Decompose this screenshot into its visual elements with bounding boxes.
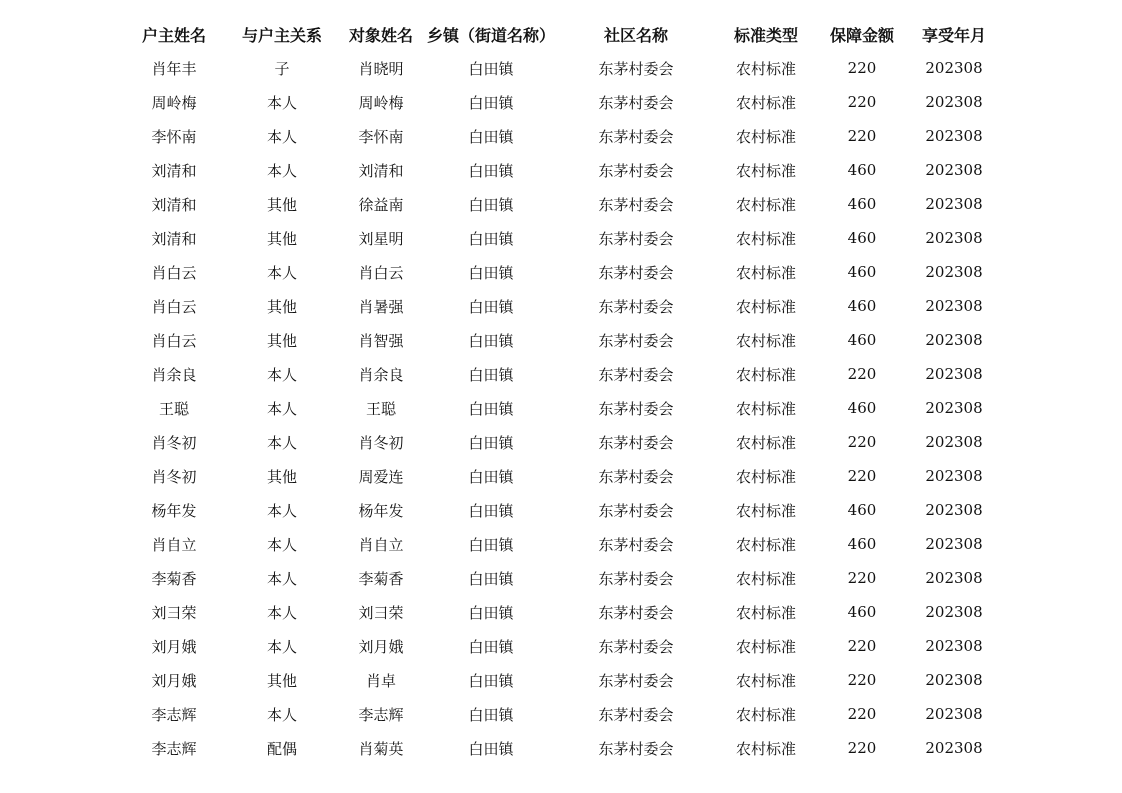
amount-cell: 460	[847, 501, 877, 519]
month-cell: 202308	[925, 297, 983, 315]
standard-type-cell: 农村标准	[735, 671, 796, 690]
amount-cell: 220	[847, 637, 877, 655]
recipient-name-cell: 李志辉	[358, 705, 404, 724]
table-row	[120, 391, 1000, 425]
standard-type-cell: 农村标准	[735, 569, 796, 588]
recipient-name-cell: 肖智强	[358, 331, 404, 350]
table-row	[120, 323, 1000, 357]
household-head-cell: 李菊香	[151, 569, 197, 588]
community-cell: 东茅村委会	[598, 297, 674, 316]
amount-cell: 460	[847, 399, 877, 417]
standard-type-cell: 农村标准	[735, 59, 796, 78]
township-cell: 白田镇	[468, 637, 514, 656]
table-row	[120, 255, 1000, 289]
relationship-cell: 本人	[266, 637, 297, 656]
community-cell: 东茅村委会	[598, 671, 674, 690]
township-cell: 白田镇	[468, 127, 514, 146]
household-head-cell: 肖冬初	[151, 467, 197, 486]
standard-type-cell: 农村标准	[735, 195, 796, 214]
header-township: 乡镇（街道名称）	[426, 25, 555, 45]
recipient-name-cell: 王聪	[365, 399, 396, 418]
township-cell: 白田镇	[468, 161, 514, 180]
month-cell: 202308	[925, 365, 983, 383]
recipient-name-cell: 李怀南	[358, 127, 404, 146]
table-row	[120, 153, 1000, 187]
amount-cell: 220	[847, 365, 877, 383]
table-row	[120, 493, 1000, 527]
relationship-cell: 其他	[266, 467, 297, 486]
month-cell: 202308	[925, 467, 983, 485]
relationship-cell: 本人	[266, 535, 297, 554]
month-cell: 202308	[925, 739, 983, 757]
month-cell: 202308	[925, 501, 983, 519]
recipient-name-cell: 周爱连	[358, 467, 404, 486]
household-head-cell: 肖冬初	[151, 433, 197, 452]
township-cell: 白田镇	[468, 739, 514, 758]
township-cell: 白田镇	[468, 467, 514, 486]
township-cell: 白田镇	[468, 263, 514, 282]
recipient-name-cell: 肖冬初	[358, 433, 404, 452]
household-head-cell: 刘月娥	[151, 637, 197, 656]
table-row	[120, 425, 1000, 459]
community-cell: 东茅村委会	[598, 739, 674, 758]
township-cell: 白田镇	[468, 365, 514, 384]
household-head-cell: 刘月娥	[151, 671, 197, 690]
header-amount: 保障金额	[829, 25, 894, 45]
recipient-name-cell: 肖晓明	[358, 59, 404, 78]
community-cell: 东茅村委会	[598, 331, 674, 350]
recipient-name-cell: 李菊香	[358, 569, 404, 588]
standard-type-cell: 农村标准	[735, 535, 796, 554]
household-head-cell: 肖白云	[151, 263, 197, 282]
relationship-cell: 本人	[266, 569, 297, 588]
community-cell: 东茅村委会	[598, 263, 674, 282]
recipient-name-cell: 肖余良	[358, 365, 404, 384]
table-row	[120, 629, 1000, 663]
township-cell: 白田镇	[468, 535, 514, 554]
table-row	[120, 289, 1000, 323]
month-cell: 202308	[925, 161, 983, 179]
community-cell: 东茅村委会	[598, 603, 674, 622]
table-row	[120, 527, 1000, 561]
household-head-cell: 肖白云	[151, 331, 197, 350]
header-recipient-name: 对象姓名	[348, 25, 413, 45]
recipient-name-cell: 刘月娥	[358, 637, 404, 656]
month-cell: 202308	[925, 229, 983, 247]
relationship-cell: 本人	[266, 93, 297, 112]
township-cell: 白田镇	[468, 705, 514, 724]
month-cell: 202308	[925, 705, 983, 723]
month-cell: 202308	[925, 671, 983, 689]
standard-type-cell: 农村标准	[735, 331, 796, 350]
recipient-name-cell: 刘清和	[358, 161, 404, 180]
amount-cell: 220	[847, 433, 877, 451]
relationship-cell: 其他	[266, 671, 297, 690]
amount-cell: 220	[847, 127, 877, 145]
recipient-name-cell: 徐益南	[358, 195, 404, 214]
standard-type-cell: 农村标准	[735, 501, 796, 520]
amount-cell: 220	[847, 705, 877, 723]
month-cell: 202308	[925, 263, 983, 281]
township-cell: 白田镇	[468, 569, 514, 588]
month-cell: 202308	[925, 59, 983, 77]
table-row	[120, 663, 1000, 697]
standard-type-cell: 农村标准	[735, 637, 796, 656]
header-month: 享受年月	[921, 25, 986, 45]
community-cell: 东茅村委会	[598, 399, 674, 418]
standard-type-cell: 农村标准	[735, 399, 796, 418]
table-row	[120, 697, 1000, 731]
header-row	[120, 17, 1000, 51]
recipient-name-cell: 周岭梅	[358, 93, 404, 112]
assistance-roster-table	[120, 17, 1000, 765]
household-head-cell: 李志辉	[151, 739, 197, 758]
month-cell: 202308	[925, 603, 983, 621]
standard-type-cell: 农村标准	[735, 739, 796, 758]
amount-cell: 460	[847, 535, 877, 553]
township-cell: 白田镇	[468, 59, 514, 78]
standard-type-cell: 农村标准	[735, 93, 796, 112]
household-head-cell: 李志辉	[151, 705, 197, 724]
household-head-cell: 刘彐荣	[151, 603, 197, 622]
household-head-cell: 杨年发	[151, 501, 197, 520]
township-cell: 白田镇	[468, 603, 514, 622]
table-row	[120, 595, 1000, 629]
amount-cell: 220	[847, 671, 877, 689]
relationship-cell: 其他	[266, 229, 297, 248]
relationship-cell: 本人	[266, 705, 297, 724]
table-row	[120, 119, 1000, 153]
month-cell: 202308	[925, 93, 983, 111]
month-cell: 202308	[925, 637, 983, 655]
community-cell: 东茅村委会	[598, 161, 674, 180]
household-head-cell: 肖自立	[151, 535, 197, 554]
township-cell: 白田镇	[468, 501, 514, 520]
recipient-name-cell: 肖卓	[365, 671, 396, 690]
table-row	[120, 221, 1000, 255]
household-head-cell: 肖年丰	[151, 59, 197, 78]
community-cell: 东茅村委会	[598, 93, 674, 112]
township-cell: 白田镇	[468, 671, 514, 690]
table-body	[120, 51, 1000, 765]
community-cell: 东茅村委会	[598, 229, 674, 248]
table-row	[120, 85, 1000, 119]
standard-type-cell: 农村标准	[735, 263, 796, 282]
header-community: 社区名称	[603, 25, 668, 45]
month-cell: 202308	[925, 433, 983, 451]
township-cell: 白田镇	[468, 297, 514, 316]
township-cell: 白田镇	[468, 433, 514, 452]
relationship-cell: 子	[274, 59, 290, 78]
relationship-cell: 本人	[266, 263, 297, 282]
month-cell: 202308	[925, 569, 983, 587]
household-head-cell: 刘清和	[151, 161, 197, 180]
community-cell: 东茅村委会	[598, 195, 674, 214]
recipient-name-cell: 肖菊英	[358, 739, 404, 758]
amount-cell: 220	[847, 569, 877, 587]
standard-type-cell: 农村标准	[735, 229, 796, 248]
amount-cell: 460	[847, 603, 877, 621]
recipient-name-cell: 肖暑强	[358, 297, 404, 316]
standard-type-cell: 农村标准	[735, 297, 796, 316]
household-head-cell: 肖白云	[151, 297, 197, 316]
month-cell: 202308	[925, 195, 983, 213]
table-row	[120, 561, 1000, 595]
community-cell: 东茅村委会	[598, 535, 674, 554]
household-head-cell: 王聪	[158, 399, 189, 418]
month-cell: 202308	[925, 535, 983, 553]
standard-type-cell: 农村标准	[735, 603, 796, 622]
amount-cell: 220	[847, 467, 877, 485]
recipient-name-cell: 肖自立	[358, 535, 404, 554]
household-head-cell: 李怀南	[151, 127, 197, 146]
amount-cell: 460	[847, 263, 877, 281]
standard-type-cell: 农村标准	[735, 365, 796, 384]
table-row	[120, 459, 1000, 493]
community-cell: 东茅村委会	[598, 59, 674, 78]
amount-cell: 460	[847, 161, 877, 179]
table-row	[120, 357, 1000, 391]
community-cell: 东茅村委会	[598, 501, 674, 520]
amount-cell: 460	[847, 229, 877, 247]
table-row	[120, 187, 1000, 221]
table-header	[120, 17, 1000, 51]
table-row	[120, 731, 1000, 765]
household-head-cell: 刘清和	[151, 195, 197, 214]
household-head-cell: 周岭梅	[151, 93, 197, 112]
month-cell: 202308	[925, 331, 983, 349]
amount-cell: 460	[847, 331, 877, 349]
household-head-cell: 刘清和	[151, 229, 197, 248]
standard-type-cell: 农村标准	[735, 467, 796, 486]
header-relationship: 与户主关系	[241, 25, 322, 45]
township-cell: 白田镇	[468, 331, 514, 350]
relationship-cell: 配偶	[266, 739, 297, 758]
table-row	[120, 51, 1000, 85]
amount-cell: 220	[847, 59, 877, 77]
relationship-cell: 其他	[266, 297, 297, 316]
recipient-name-cell: 刘星明	[358, 229, 404, 248]
relationship-cell: 本人	[266, 161, 297, 180]
community-cell: 东茅村委会	[598, 637, 674, 656]
standard-type-cell: 农村标准	[735, 161, 796, 180]
relationship-cell: 本人	[266, 127, 297, 146]
community-cell: 东茅村委会	[598, 705, 674, 724]
month-cell: 202308	[925, 399, 983, 417]
relationship-cell: 其他	[266, 331, 297, 350]
community-cell: 东茅村委会	[598, 433, 674, 452]
relationship-cell: 本人	[266, 501, 297, 520]
header-standard-type: 标准类型	[733, 25, 798, 45]
amount-cell: 460	[847, 195, 877, 213]
township-cell: 白田镇	[468, 399, 514, 418]
relationship-cell: 本人	[266, 365, 297, 384]
community-cell: 东茅村委会	[598, 467, 674, 486]
relationship-cell: 本人	[266, 399, 297, 418]
amount-cell: 220	[847, 739, 877, 757]
township-cell: 白田镇	[468, 93, 514, 112]
recipient-name-cell: 肖白云	[358, 263, 404, 282]
household-head-cell: 肖余良	[151, 365, 197, 384]
month-cell: 202308	[925, 127, 983, 145]
relationship-cell: 本人	[266, 603, 297, 622]
standard-type-cell: 农村标准	[735, 127, 796, 146]
standard-type-cell: 农村标准	[735, 433, 796, 452]
community-cell: 东茅村委会	[598, 365, 674, 384]
community-cell: 东茅村委会	[598, 127, 674, 146]
standard-type-cell: 农村标准	[735, 705, 796, 724]
recipient-name-cell: 刘彐荣	[358, 603, 404, 622]
community-cell: 东茅村委会	[598, 569, 674, 588]
header-household-head: 户主姓名	[141, 25, 206, 45]
relationship-cell: 本人	[266, 433, 297, 452]
township-cell: 白田镇	[468, 195, 514, 214]
relationship-cell: 其他	[266, 195, 297, 214]
recipient-name-cell: 杨年发	[358, 501, 404, 520]
amount-cell: 460	[847, 297, 877, 315]
township-cell: 白田镇	[468, 229, 514, 248]
amount-cell: 220	[847, 93, 877, 111]
